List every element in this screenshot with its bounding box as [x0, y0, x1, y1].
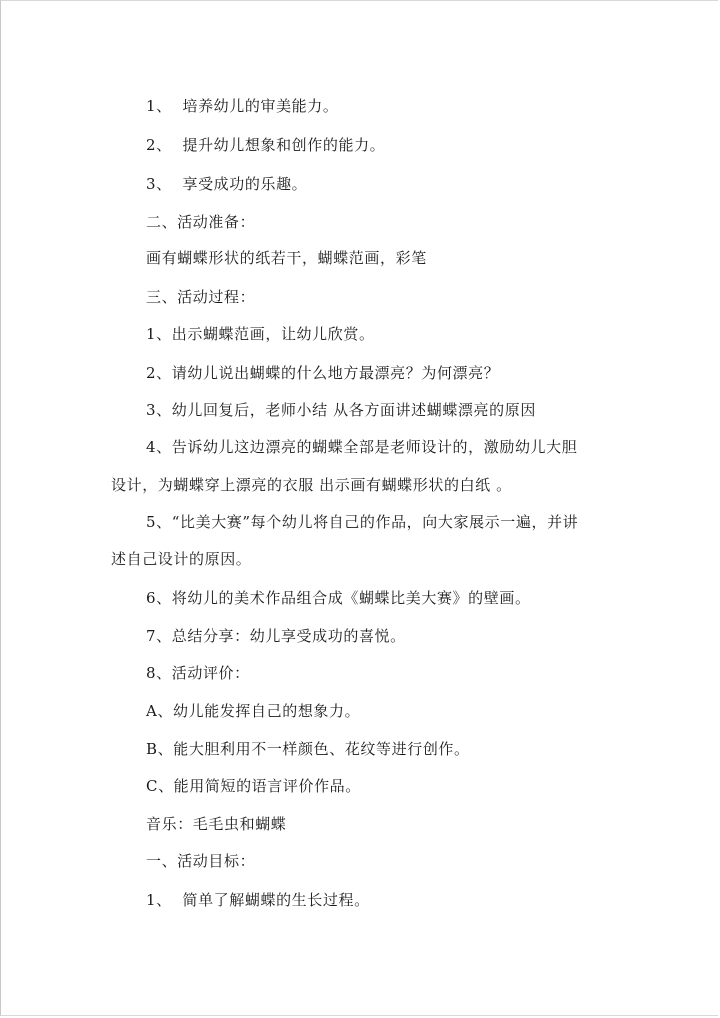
- text-line: A、幼儿能发挥自己的想象力。: [146, 702, 361, 720]
- text-line: B、能大胆利用不一样颜色、花纹等进行创作。: [146, 740, 470, 758]
- text-line: 设计，为蝴蝶穿上漂亮的衣服 出示画有蝴蝶形状的白纸 。: [111, 476, 512, 494]
- text-line: 2、请幼儿说出蝴蝶的什么地方最漂亮？为何漂亮？: [146, 364, 500, 382]
- text-line: 4、告诉幼儿这边漂亮的蝴蝶全部是老师设计的，激励幼儿大胆: [146, 438, 578, 456]
- text-line: 3、 享受成功的乐趣。: [146, 175, 308, 193]
- section-heading: 音乐：毛毛虫和蝴蝶: [146, 815, 287, 833]
- text-line: C、能用简短的语言评价作品。: [146, 777, 361, 795]
- text-line: 7、总结分享：幼儿享受成功的喜悦。: [146, 627, 406, 645]
- section-heading: 二、活动准备：: [146, 213, 256, 231]
- text-line: 1、 培养幼儿的审美能力。: [146, 97, 339, 115]
- text-line: 1、出示蝴蝶范画，让幼儿欣赏。: [146, 325, 375, 343]
- section-heading: 三、活动过程：: [146, 288, 256, 306]
- text-line: 述自己设计的原因。: [111, 550, 252, 568]
- text-line: 8、活动评价：: [146, 664, 250, 682]
- text-line: 1、 简单了解蝴蝶的生长过程。: [146, 891, 370, 909]
- text-line: 3、幼儿回复后，老师小结 从各方面讲述蝴蝶漂亮的原因: [146, 401, 536, 419]
- text-line: 5、“比美大赛”每个幼儿将自己的作品，向大家展示一遍，并讲: [146, 513, 579, 531]
- text-line: 画有蝴蝶形状的纸若干，蝴蝶范画，彩笔: [146, 249, 427, 267]
- section-heading: 一、活动目标：: [146, 852, 256, 870]
- text-line: 6、将幼儿的美术作品组合成《蝴蝶比美大赛》的壁画。: [146, 589, 531, 607]
- text-line: 2、 提升幼儿想象和创作的能力。: [146, 136, 386, 154]
